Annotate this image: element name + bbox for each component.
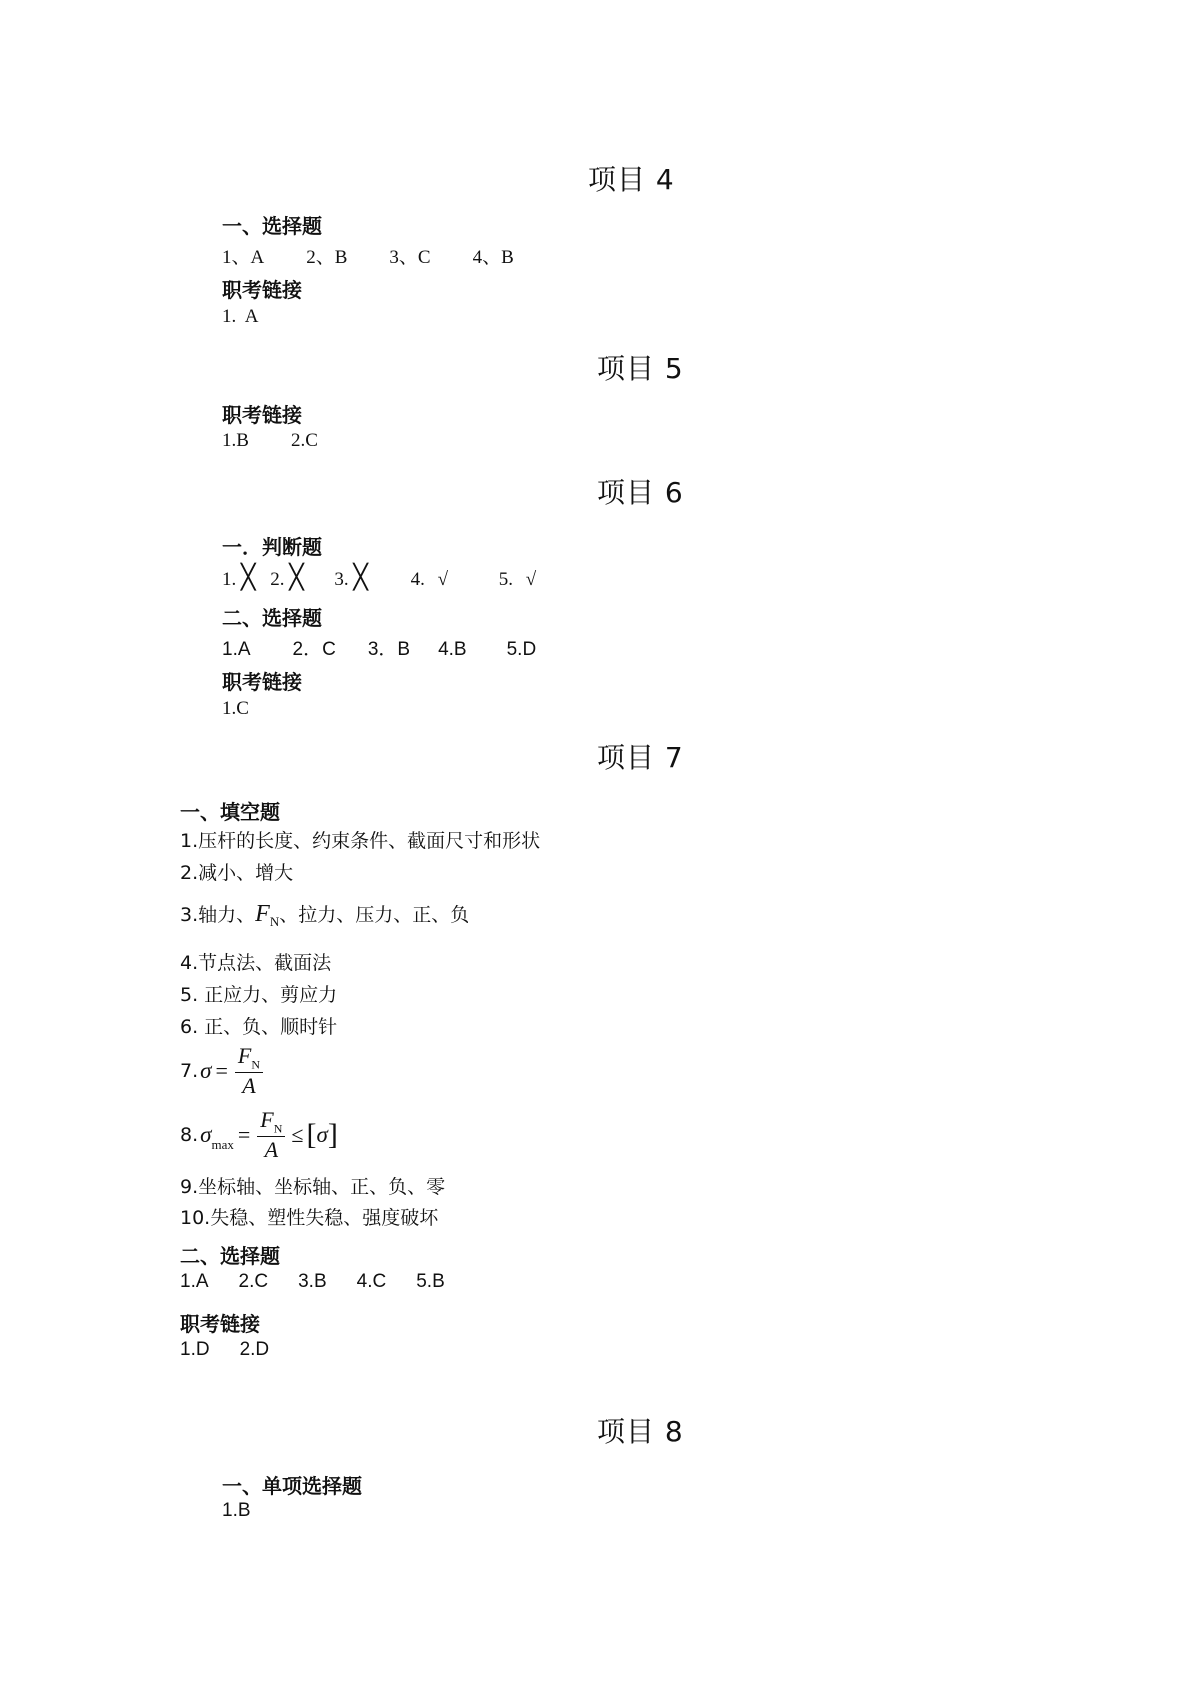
subsection-fill-7: 一、填空题 [180,800,280,824]
less-equal-sign: ≤ [291,1121,304,1147]
judge-num: 1. [222,569,237,590]
judge-num: 5. [498,569,514,590]
fill-answer-2: 2.减小、增大 [180,862,294,884]
subsection-exam-link-7: 职考链接 [180,1312,260,1336]
answer-row-judge-6 [222,563,536,592]
subsection-exam-link-6: 职考链接 [222,670,302,694]
cross-mark-icon: ╳ [241,565,256,591]
fraction [235,1044,263,1097]
force-subscript: N [251,1057,261,1072]
section-title-6: 项目 6 [597,476,684,509]
max-subscript: max [211,1137,234,1153]
answer: 3.B [298,1271,327,1292]
section-title-5: 项目 5 [597,352,684,385]
force-subscript: N [269,913,280,929]
answer: 2．C [292,639,336,660]
subsection-choice-6: 二、选择题 [222,606,322,630]
answer: 5.D [506,639,537,660]
answer: 2.C [290,430,318,451]
answer: 3、C [389,247,431,268]
fill-answer-9: 9.坐标轴、坐标轴、正、负、零 [180,1176,446,1198]
answer: 3．B [367,639,411,660]
fill-answer-1: 1.压杆的长度、约束条件、截面尺寸和形状 [180,830,541,852]
check-mark-icon: √ [525,569,537,590]
check-mark-icon: √ [437,569,449,590]
sigma-symbol: σ [200,1121,212,1147]
fill-answer-3-suffix: 、拉力、压力、正、负 [279,904,470,926]
judge-num: 3. [334,569,349,590]
judge-num: 4. [410,569,425,590]
answer: 5.B [416,1271,445,1292]
force-symbol: F [237,1043,252,1068]
area-symbol: A [264,1136,279,1162]
answer: 2、B [306,247,348,268]
answer: 2.D [239,1339,270,1360]
fill-answer-10: 10.失稳、塑性失稳、强度破坏 [180,1207,439,1229]
fill-answer-4: 4.节点法、截面法 [180,952,332,974]
answer-row-exam-link-5 [222,430,318,452]
area-symbol: A [242,1072,256,1098]
fraction [257,1108,285,1161]
right-bracket: ] [327,1117,338,1151]
formula-stress [180,1044,266,1097]
subsection-judge-6: 一．判断题 [222,535,322,559]
fill-answer-3 [180,900,469,930]
subsection-choice-7: 二、选择题 [180,1244,280,1268]
subsection-single-choice-8: 一、单项选择题 [222,1474,362,1498]
fill-answer-5: 5. 正应力、剪应力 [180,984,338,1006]
allowable-stress-symbol: σ [316,1121,328,1147]
sigma-symbol: σ [200,1057,212,1083]
answer: 1.D [180,1339,210,1360]
answer: 1.B [222,430,249,451]
subsection-exam-link-4: 职考链接 [222,278,302,302]
answer-row-choice-4 [222,242,514,269]
formula-strength-condition [180,1108,338,1161]
answer-row-exam-link-7 [180,1339,269,1361]
answer: 2.C [238,1271,269,1292]
fill-answer-3-prefix: 3.轴力、 [180,904,256,926]
answer: 1、A [222,247,265,268]
force-subscript: N [273,1121,283,1136]
equals-sign: = [215,1057,228,1083]
fill-answer-6: 6. 正、负、顺时针 [180,1016,338,1038]
judge-num: 2. [270,569,285,590]
force-symbol: F [260,1107,274,1132]
equals-sign: = [237,1121,251,1147]
section-title-4: 项目 4 [588,163,675,196]
answer: 1.A [180,1271,209,1292]
subsection-exam-link-5: 职考链接 [222,403,302,427]
subsection-choice-4: 一、选择题 [222,214,322,238]
section-title-8: 项目 8 [597,1415,684,1448]
cross-mark-icon: ╳ [289,565,304,591]
formula-num: 7. [180,1059,199,1082]
answer: 4.B [438,639,467,660]
answer: 1.A [222,639,251,660]
answer-single-choice-8: 1.B [222,1500,251,1521]
answer-row-choice-7 [180,1271,445,1293]
left-bracket: [ [306,1117,317,1151]
formula-num: 8. [180,1123,199,1146]
answer-exam-link-4: 1. A [222,306,259,327]
cross-mark-icon: ╳ [353,565,368,591]
force-symbol: F [255,901,270,927]
answer-row-choice-6 [222,634,536,661]
section-title-7: 项目 7 [597,741,684,774]
answer-exam-link-6: 1.C [222,698,249,719]
answer: 4、B [472,247,514,268]
answer: 4.C [356,1271,387,1292]
